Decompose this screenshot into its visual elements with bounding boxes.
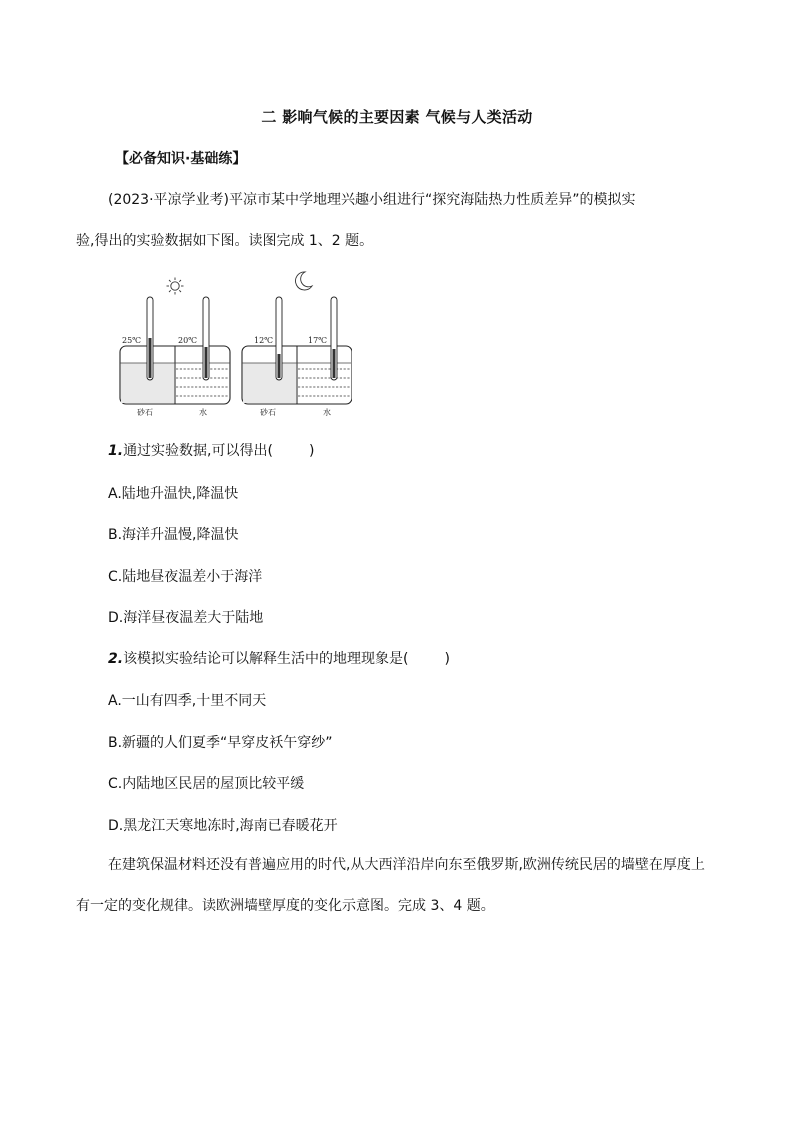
question-1-option-d: D.海洋昼夜温差大于陆地 [108,610,264,626]
intro-line-1: (2023·平凉学业考)平凉市某中学地理兴趣小组进行“探究海陆热力性质差异”的模拟实 [108,192,636,208]
question-2-option-c: C.内陆地区民居的屋顶比较平缓 [108,776,305,792]
experiment-figure [112,262,352,422]
question-1-option-a: A.陆地升温快,降温快 [108,486,239,502]
day-sand-label: 砂石 [137,408,153,417]
night-water-label: 水 [323,408,331,417]
question-2-number: 2. [108,651,124,667]
day-water-label: 水 [199,408,207,417]
night-sand [243,363,296,403]
intro-line-2: 验,得出的实验数据如下图。读图完成 1、2 题。 [76,233,374,249]
intro-paragraph-1 [76,180,718,262]
question-1-stem [108,440,314,460]
question-2-stem [108,648,450,668]
night-water-temp: 17℃ [308,336,328,345]
question-2-option-d: D.黑龙江天寒地冻时,海南已春暖花开 [108,818,338,834]
question-1-number: 1. [108,443,124,459]
intro-paragraph-2: 在建筑保温材料还没有普遍应用的时代,从大西洋沿岸向东至俄罗斯,欧洲传统民居的墙壁在厚度上有一定的变化规律。读欧洲墙壁厚度的变化示意图。完成 3、4 题。 [76,857,705,914]
night-sand-label: 砂石 [260,408,276,417]
sun-icon [167,278,184,295]
day-water-temp: 20℃ [178,336,198,345]
night-setup [242,297,352,417]
question-2-option-b: B.新疆的人们夏季“早穿皮袄午穿纱” [108,735,333,751]
question-1-option-c: C.陆地昼夜温差小于海洋 [108,569,263,585]
night-sand-temp: 12℃ [254,336,274,345]
question-1-option-b: B.海洋升温慢,降温快 [108,527,239,543]
day-setup [120,297,230,417]
question-2-option-a: A.一山有四季,十里不同天 [108,693,267,709]
crescent-moon-icon [296,272,312,290]
question-1-text: 通过实验数据,可以得出( [123,443,273,459]
page-title: 二 影响气候的主要因素 气候与人类活动 [261,108,533,126]
question-1-close: ) [308,443,315,459]
question-2-text: 该模拟实验结论可以解释生活中的地理现象是( [123,651,409,667]
section-tag: 【必备知识·基础练】 [115,151,247,167]
day-sand-temp: 25℃ [122,336,142,345]
question-2-close: ) [444,651,450,667]
